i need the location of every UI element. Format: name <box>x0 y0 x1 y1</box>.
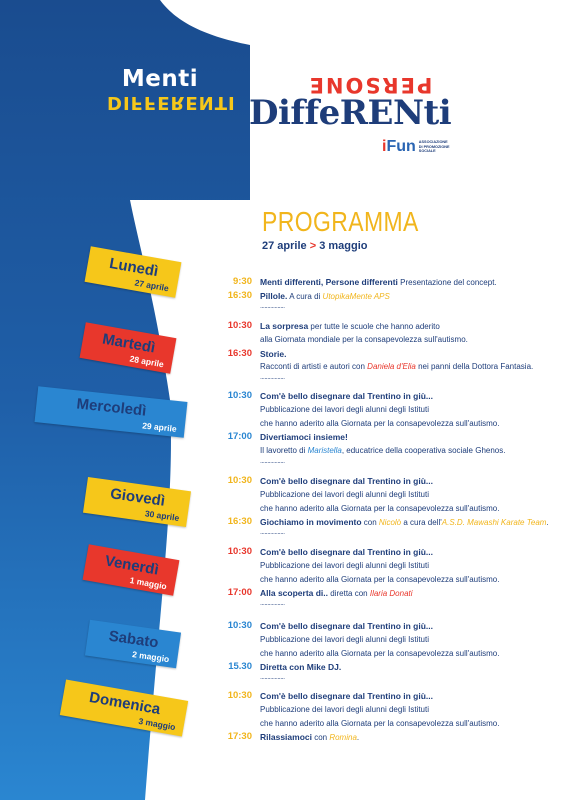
event-text: Alla scoperta di.. diretta con Ilaria Donati <box>260 588 413 599</box>
logo-differenti-big-word: DiffeRENti <box>249 93 452 133</box>
event-text <box>260 349 286 359</box>
event-highlight: Nicolò <box>378 518 402 528</box>
schedule-row <box>214 390 559 404</box>
schedule-row <box>214 731 559 745</box>
event-text: Pubblicazione dei lavori degli alunni degli Istituti <box>260 634 429 644</box>
event-text: che hanno aderito alla Giornata per la consapevolezza sull'autismo. <box>260 574 500 584</box>
event-title: Divertiamoci insieme! <box>260 432 348 443</box>
event-highlight: UtopikaMente APS <box>322 291 390 301</box>
event-text: che hanno aderito alla Giornata per la consapevolezza sull'autismo. <box>260 718 500 728</box>
schedule-row <box>214 704 559 718</box>
ifun-mark <box>382 138 416 156</box>
schedule-row <box>214 334 559 348</box>
event-text <box>260 432 348 442</box>
block-separator: ................. <box>260 674 285 682</box>
event-text: Pubblicazione dei lavori degli alunni degli Istituti <box>260 404 429 414</box>
block-separator: ................. <box>260 457 285 465</box>
day-date: 28 aprile <box>128 353 165 370</box>
event-text: Rilassiamoci con Romina. <box>260 732 360 743</box>
event-title: Com'è bello disegnare dal Trentino in giù... <box>260 476 433 486</box>
day-date: 29 aprile <box>141 420 178 434</box>
logo-menti-word: Menti <box>121 66 199 92</box>
event-time: 16:30 <box>227 289 252 301</box>
event-time: 10:30 <box>227 320 252 331</box>
schedule-row <box>214 475 559 489</box>
event-text <box>260 621 433 631</box>
schedule-row <box>214 404 559 418</box>
event-time: 10:30 <box>227 620 252 631</box>
schedule-block <box>214 475 559 539</box>
event-text: Racconti di artisti e autori con Daniela d'Elia nei panni della Dottora Fantasia. <box>260 362 534 372</box>
event-text: Il lavoretto di Maristella, educatrice della cooperativa sociale Ghenos. <box>260 446 506 456</box>
day-date: 30 aprile <box>144 508 180 523</box>
ifun-logo <box>382 138 450 156</box>
event-time: 16:30 <box>227 516 252 528</box>
event-title: Rilassiamoci <box>260 732 312 743</box>
programma-dates <box>262 240 368 252</box>
event-title: Pillole. <box>260 290 288 301</box>
event-title: Menti differenti, Persone differenti <box>260 277 398 287</box>
event-text: che hanno aderito alla Giornata per la consapevolezza sull'autismo. <box>260 503 500 513</box>
event-time: 16:30 <box>227 347 252 359</box>
day-name: Mercoledì <box>75 395 148 420</box>
ifun-caption-line: SOCIALE <box>418 149 436 154</box>
event-time: 17:30 <box>227 731 252 743</box>
event-title: Diretta con Mike DJ. <box>260 662 342 673</box>
schedule-row <box>214 690 559 704</box>
schedule-row <box>214 276 559 290</box>
event-title: Giochiamo in movimento <box>260 517 362 528</box>
schedule-block <box>214 620 559 684</box>
event-text: Pubblicazione dei lavori degli alunni degli Istituti <box>260 489 429 499</box>
block-separator: ................. <box>260 529 285 537</box>
schedule-row <box>214 445 559 459</box>
schedule-row <box>214 560 559 574</box>
event-title: Com'è bello disegnare dal Trentino in giù... <box>260 547 433 557</box>
event-title: La sorpresa <box>260 321 309 331</box>
block-separator: ................. <box>260 374 285 382</box>
event-time: 10:30 <box>227 546 252 557</box>
event-time: 10:30 <box>227 690 252 701</box>
schedule-row <box>214 503 559 517</box>
event-text: che hanno aderito alla Giornata per la consapevolezza sull'autismo. <box>260 418 500 428</box>
event-title: Storie. <box>260 348 287 359</box>
date-from: 27 aprile <box>262 240 307 252</box>
event-title: Com'è bello disegnare dal Trentino in giù... <box>260 391 433 401</box>
event-text <box>260 547 433 557</box>
schedule-row <box>214 290 559 304</box>
event-text: Pubblicazione dei lavori degli alunni degli Istituti <box>260 704 429 714</box>
date-arrow: > <box>309 240 317 252</box>
event-title: Com'è bello disegnare dal Trentino in giù... <box>260 621 433 631</box>
day-name: Domenica <box>87 688 162 719</box>
event-text <box>260 662 341 672</box>
schedule-row <box>214 431 559 445</box>
event-text: Menti differenti, Persone differenti Presentazione del concept. <box>260 277 497 287</box>
ifun-caption <box>419 140 450 154</box>
logo-menti-differenti <box>107 66 236 113</box>
event-text: che hanno aderito alla Giornata per la consapevolezza sull'autismo. <box>260 648 500 658</box>
event-time: 10:30 <box>227 390 252 401</box>
event-title: Com'è bello disegnare dal Trentino in giù... <box>260 691 433 701</box>
event-highlight: Ilaria Donati <box>369 589 413 599</box>
schedule-row <box>214 587 559 601</box>
schedule-row <box>214 634 559 648</box>
logo-persone-word: PERSONE <box>307 73 433 97</box>
event-time: 9:30 <box>232 276 252 287</box>
event-time: 17:00 <box>227 431 252 443</box>
schedule-row <box>214 516 559 530</box>
event-highlight: Romina <box>329 733 357 743</box>
block-separator: ................. <box>260 600 285 608</box>
event-time: 10:30 <box>227 475 252 486</box>
schedule-block <box>214 546 559 610</box>
event-text: Pillole. A cura di UtopikaMente APS <box>260 290 390 301</box>
event-text: Giochiamo in movimento con Nicolò a cura dell'A.S.D. Mawashi Karate Team. <box>260 517 549 528</box>
event-text <box>260 476 433 486</box>
block-separator: ................. <box>260 302 285 310</box>
schedule-row <box>214 418 559 432</box>
event-highlight: Daniela d'Elia <box>367 362 416 372</box>
date-to: 3 maggio <box>319 240 368 252</box>
day-name: Venerdì <box>103 552 160 579</box>
schedule-row <box>214 718 559 732</box>
schedule-row <box>214 361 559 375</box>
event-text: Pubblicazione dei lavori degli alunni degli Istituti <box>260 560 429 570</box>
ifun-caption-line: DI PROMOZIONE <box>418 144 450 149</box>
schedule-row <box>214 661 559 675</box>
event-time: 17:00 <box>227 587 252 599</box>
schedule-row <box>214 546 559 560</box>
event-highlight: Maristella <box>307 446 342 456</box>
day-name: Lunedì <box>108 254 160 281</box>
event-text: alla Giornata mondiale per la consapevolezza sull'autismo. <box>260 334 468 344</box>
programma-title: PROGRAMMA <box>262 206 419 237</box>
day-name: Sabato <box>107 627 160 652</box>
schedule-row <box>214 620 559 634</box>
logo-differenti-word: DIFFERENTI <box>107 92 236 113</box>
ifun-caption-line: ASSOCIAZIONE <box>418 140 448 145</box>
schedule-row <box>214 574 559 588</box>
schedule-row <box>214 648 559 662</box>
day-date: 3 maggio <box>137 715 177 733</box>
event-time: 15.30 <box>228 661 252 673</box>
ifun-mark-i: i <box>382 138 387 155</box>
event-text: La sorpresa per tutte le scuole che hanno aderito <box>260 321 440 331</box>
day-date: 1 maggio <box>129 575 168 592</box>
schedule-row <box>214 489 559 503</box>
schedule-block <box>214 320 559 384</box>
schedule-block <box>214 276 559 313</box>
event-text <box>260 691 433 701</box>
schedule-block <box>214 390 559 468</box>
day-name: Martedì <box>101 330 157 357</box>
event-title: Alla scoperta di.. <box>260 588 329 599</box>
day-name: Giovedì <box>109 485 167 510</box>
ifun-mark-rest: Fun <box>386 138 416 155</box>
schedule-block <box>214 690 559 745</box>
schedule-row <box>214 348 559 362</box>
day-date: 27 aprile <box>133 277 170 294</box>
event-highlight: A.S.D. Mawashi Karate Team <box>441 518 547 528</box>
schedule-row <box>214 320 559 334</box>
event-text <box>260 391 433 401</box>
day-date: 2 maggio <box>131 649 170 665</box>
